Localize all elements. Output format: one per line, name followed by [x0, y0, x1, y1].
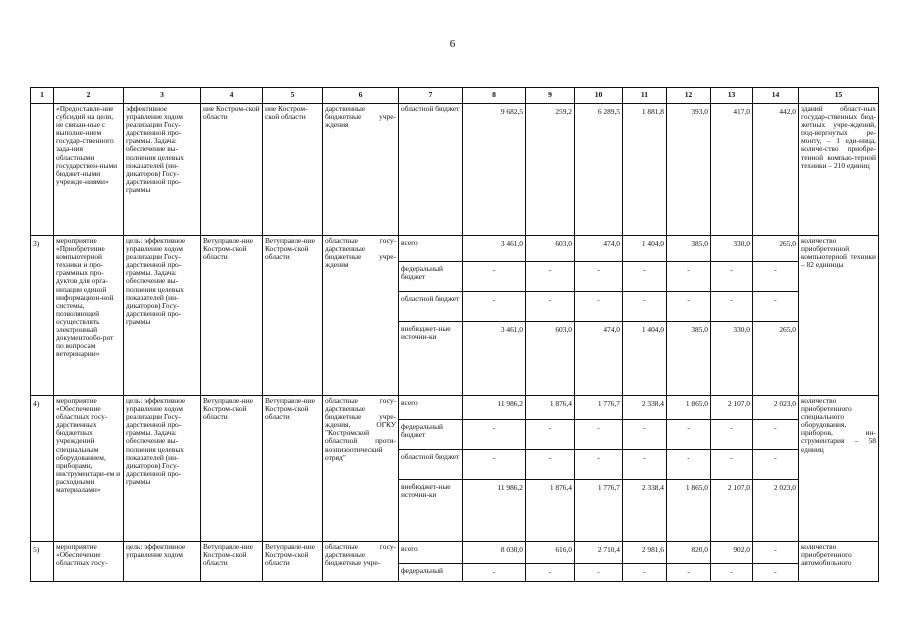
header-cell: 15 — [799, 88, 879, 104]
value-cell: 2 981,6 — [623, 542, 667, 564]
participant-cell: дарственные бюджетные учре-ждения — [323, 104, 399, 236]
value-cell: 2 710,4 — [575, 542, 623, 564]
value-cell: 2 023,0 — [753, 396, 799, 420]
executor-cell: ние Костром-ской области — [201, 104, 263, 236]
value-cell: - — [753, 450, 799, 480]
value-cell: 1 876,4 — [526, 396, 575, 420]
participant-cell: областные госу-дарственные бюджетные учре- — [323, 542, 399, 582]
value-cell: - — [623, 450, 667, 480]
value-cell: 393,0 — [667, 104, 711, 236]
value-cell: - — [753, 262, 799, 292]
result-cell: количество приобретенного автомобильного — [799, 542, 879, 582]
funding-source-cell: внебюджет-ные источни-ки — [399, 480, 463, 542]
row-index: 3) — [31, 236, 54, 396]
header-cell: 10 — [575, 88, 623, 104]
header-row — [31, 88, 879, 104]
executor-cell: Ветуправле-ние Костром-ской области — [201, 236, 263, 396]
value-cell: - — [623, 262, 667, 292]
coexecutor-cell: ние Костром-ской области — [263, 104, 323, 236]
result-cell: зданий област-ных государ-ственных бюд-жетных учре-ждений, под-вергнутых ре-монту, – 1 еди-ница, количе-ство приобре-тенной компью-терной техники – 210 единиц — [799, 104, 879, 236]
header-cell: 7 — [399, 88, 463, 104]
value-cell: 2 107,0 — [711, 480, 753, 542]
value-cell: - — [623, 420, 667, 450]
value-cell: 603,0 — [526, 322, 575, 396]
value-cell: - — [667, 420, 711, 450]
value-cell: - — [667, 450, 711, 480]
value-cell: 616,0 — [526, 542, 575, 564]
value-cell: - — [623, 564, 667, 582]
coexecutor-cell: Ветуправле-ние Костром-ской области — [263, 236, 323, 396]
header-cell: 9 — [526, 88, 575, 104]
executor-cell: Ветуправле-ние Костром-ской области — [201, 396, 263, 542]
table-row — [31, 396, 879, 420]
funding-source-cell: федеральный бюджет — [399, 262, 463, 292]
value-cell: - — [667, 564, 711, 582]
value-cell: - — [463, 564, 526, 582]
value-cell: 902,0 — [711, 542, 753, 564]
value-cell: 1 881,8 — [623, 104, 667, 236]
value-cell: - — [575, 420, 623, 450]
value-cell: 2 107,0 — [711, 396, 753, 420]
value-cell: 820,0 — [667, 542, 711, 564]
funding-source-cell: всего — [399, 236, 463, 262]
value-cell: 3 461,0 — [463, 322, 526, 396]
table-row — [31, 104, 879, 236]
value-cell: 1 865,0 — [667, 396, 711, 420]
value-cell: - — [526, 262, 575, 292]
value-cell: - — [667, 262, 711, 292]
header-cell: 1 — [31, 88, 54, 104]
header-cell: 6 — [323, 88, 399, 104]
value-cell: - — [711, 292, 753, 322]
table-row — [31, 236, 879, 262]
participant-cell: областные госу-дарственные бюджетные учре-ждения — [323, 236, 399, 396]
value-cell: 417,0 — [711, 104, 753, 236]
value-cell: 474,0 — [575, 322, 623, 396]
measure-cell: «Предоставле-ние субсидий на цели, не связан-ные с выполне-нием государ-ственного зада-ния областными государствен-ными бюджет-ными учрежде-ниями» — [54, 104, 124, 236]
funding-source-cell: всего — [399, 396, 463, 420]
header-cell: 12 — [667, 88, 711, 104]
value-cell: 259,2 — [526, 104, 575, 236]
value-cell: 330,0 — [711, 236, 753, 262]
value-cell: 442,0 — [753, 104, 799, 236]
measure-cell: мероприятие «Обеспечение областных госу- — [54, 542, 124, 582]
value-cell: - — [753, 292, 799, 322]
funding-source-cell: федеральный бюджет — [399, 420, 463, 450]
value-cell: 265,0 — [753, 322, 799, 396]
goal-cell: цель: эффективное управление ходом реализации Госу-дарственной про-граммы. Задача: обеспечение вы-полнения целевых показателей (ин-дикаторов) Госу-дарственной про-граммы — [124, 236, 201, 396]
value-cell: - — [623, 292, 667, 322]
value-cell: 385,0 — [667, 236, 711, 262]
value-cell: 1 776,7 — [575, 480, 623, 542]
value-cell: - — [575, 262, 623, 292]
funding-source-cell: федеральный — [399, 564, 463, 582]
value-cell: 1 865,0 — [667, 480, 711, 542]
measure-cell: мероприятие «Обеспечение областных госу-дарственных бюджетных учреждений специальным оборудованием, приборами, инструментари-ем и расходными материалами» — [54, 396, 124, 542]
result-cell: количество приобретенной компьютерной техники – 82 единицы — [799, 236, 879, 396]
value-cell: - — [753, 564, 799, 582]
value-cell: - — [711, 420, 753, 450]
value-cell: 385,0 — [667, 322, 711, 396]
participant-cell: областные госу-дарственные бюджетные учре-ждения, ОГКУ "Костромской областной проти-воэпизоотический отряд" — [323, 396, 399, 542]
funding-source-cell: областной бюджет — [399, 292, 463, 322]
value-cell: 265,0 — [753, 236, 799, 262]
value-cell: 11 986,2 — [463, 480, 526, 542]
value-cell: - — [667, 292, 711, 322]
budget-table — [30, 87, 879, 582]
header-cell: 2 — [54, 88, 124, 104]
value-cell: - — [575, 564, 623, 582]
value-cell: 1 404,0 — [623, 236, 667, 262]
coexecutor-cell: Ветуправле-ние Костром-ской области — [263, 542, 323, 582]
value-cell: - — [463, 262, 526, 292]
value-cell: - — [463, 420, 526, 450]
value-cell: 8 030,0 — [463, 542, 526, 564]
result-cell: количество приобретенного специального оборудования, приборов, ин-струментария – 58 единиц — [799, 396, 879, 542]
value-cell: 1 404,0 — [623, 322, 667, 396]
funding-source-cell: внебюджет-ные источни-ки — [399, 322, 463, 396]
value-cell: 1 876,4 — [526, 480, 575, 542]
value-cell: 1 776,7 — [575, 396, 623, 420]
value-cell: 6 289,5 — [575, 104, 623, 236]
value-cell: - — [463, 450, 526, 480]
value-cell: 474,0 — [575, 236, 623, 262]
header-cell: 5 — [263, 88, 323, 104]
value-cell: - — [753, 542, 799, 564]
header-cell: 11 — [623, 88, 667, 104]
value-cell: 11 986,2 — [463, 396, 526, 420]
goal-cell: эффективное управление ходом реализации Госу-дарственной про-граммы. Задача: обеспечение вы-полнения целевых показателей (ин-дикаторов) Госу-дарственной про-граммы — [124, 104, 201, 236]
measure-cell: мероприятие «Приобретение компьютерной техники и про-граммных про-дуктов для орга-низации единой информацион-ной системы, позволяющей осуществлять электронный документообо-рот по вопросам ветеринарии» — [54, 236, 124, 396]
header-cell: 4 — [201, 88, 263, 104]
funding-source-cell: областной бюджет — [399, 450, 463, 480]
value-cell: 603,0 — [526, 236, 575, 262]
value-cell: - — [526, 450, 575, 480]
value-cell: 330,0 — [711, 322, 753, 396]
page-number: 6 — [449, 38, 456, 50]
value-cell: - — [753, 420, 799, 450]
value-cell: 2 338,4 — [623, 480, 667, 542]
value-cell: - — [711, 262, 753, 292]
table-row — [31, 542, 879, 564]
header-cell: 3 — [124, 88, 201, 104]
row-index: 5) — [31, 542, 54, 582]
value-cell: - — [711, 564, 753, 582]
value-cell: - — [575, 292, 623, 322]
funding-source-cell: областной бюджет — [399, 104, 463, 236]
executor-cell: Ветуправле-ние Костром-ской области — [201, 542, 263, 582]
value-cell: 3 461,0 — [463, 236, 526, 262]
value-cell: - — [526, 564, 575, 582]
header-cell: 8 — [463, 88, 526, 104]
value-cell: 2 023,0 — [753, 480, 799, 542]
value-cell: - — [575, 450, 623, 480]
value-cell: - — [526, 420, 575, 450]
header-cell: 14 — [753, 88, 799, 104]
row-index — [31, 104, 54, 236]
funding-source-cell: всего — [399, 542, 463, 564]
value-cell: - — [711, 450, 753, 480]
value-cell: 2 338,4 — [623, 396, 667, 420]
value-cell: - — [526, 292, 575, 322]
header-cell: 13 — [711, 88, 753, 104]
goal-cell: цель: эффективное управление ходом — [124, 542, 201, 582]
row-index: 4) — [31, 396, 54, 542]
value-cell: 9 682,5 — [463, 104, 526, 236]
coexecutor-cell: Ветуправле-ние Костром-ской области — [263, 396, 323, 542]
goal-cell: цель: эффективное управление ходом реализации Госу-дарственной про-граммы. Задача: обеспечение вы-полнения целевых показателей (ин-дикаторов) Госу-дарственной про-граммы — [124, 396, 201, 542]
value-cell: - — [463, 292, 526, 322]
